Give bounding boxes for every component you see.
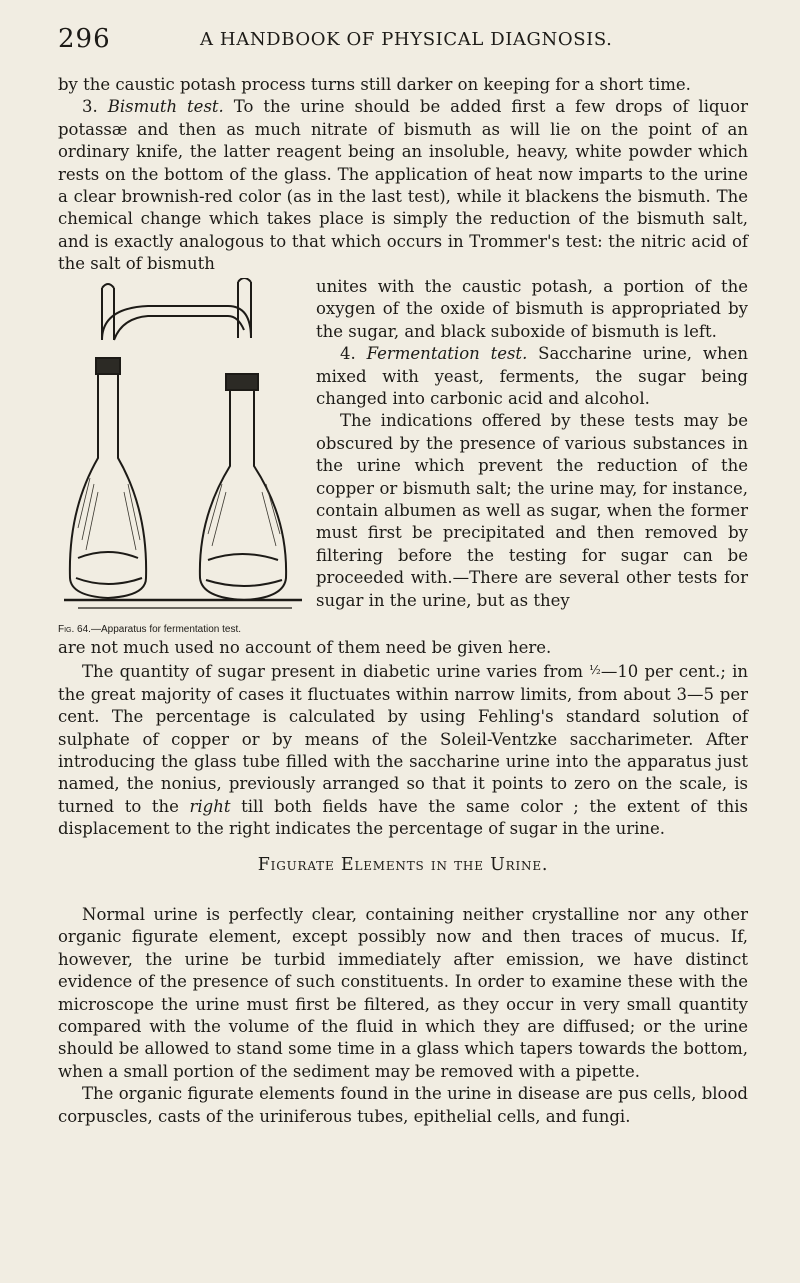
- paragraph-fermentation-test: [316, 343, 748, 410]
- fermentation-apparatus-illustration: [58, 278, 310, 622]
- figure-caption-text: —Apparatus for fermentation test.: [90, 624, 242, 635]
- item-number: 4.: [340, 344, 356, 364]
- paragraph-1: by the caustic potash process turns still darker on keeping for a short time.: [58, 75, 691, 94]
- page-number: 296: [58, 24, 111, 54]
- text-block-top: [58, 74, 748, 276]
- figure-label: Fig. 64.: [58, 624, 91, 635]
- bismuth-test-text: To the urine should be added first a few drops of liquor potassæ and then as much nitrate of bismuth as will lie on the point of an ordinary knife, the latter reagent being an insoluble, heavy, white powder which rests on the bottom of the glass. The application of heat now imparts to the urine a clear brownish-red color (as in the last test), while it blackens the bismuth. The chemical change which takes place is simply the reduction of the bismuth salt, and is exactly analogous to that which occurs in Trommer's test: the nitric acid of the salt of bismuth: [58, 97, 748, 274]
- italic-right: right: [189, 796, 231, 816]
- indications-continued: are not much used no account of them need be given here.: [58, 638, 552, 657]
- paragraph-normal-urine: Normal urine is perfectly clear, containing neither crystalline nor any other organic figurate element, except possibly now and then traces of mucus. If, however, the urine be turbid immediately after emission, we have distinct evidence of the presence of such constituents. In order to examine these with the microscope the urine must first be filtered, as they occur in very small quantity compared with the volume of the fluid in which they are diffused; or the urine should be allowed to stand some time in a glass which tapers towards the bottom, when a small portion of the sediment may be removed with a pipette.: [58, 905, 748, 1081]
- section-heading: Figurate Elements in the Urine.: [257, 855, 549, 875]
- fermentation-test-title: Fermentation test.: [366, 344, 528, 364]
- paragraph-bismuth-test: [58, 96, 748, 275]
- wrapped-column: [316, 276, 748, 612]
- page-header: [58, 24, 748, 56]
- bismuth-test-continued: unites with the caustic potash, a portion of the oxygen of the oxide of bismuth is appropriated by the sugar, and black suboxide of bismuth is left.: [316, 277, 748, 341]
- sugar-quantity-text-start: The quantity of sugar present in diabetic urine varies from: [82, 662, 583, 682]
- bismuth-test-title: Bismuth test.: [107, 97, 224, 117]
- running-title: A HANDBOOK OF PHYSICAL DIAGNOSIS.: [200, 29, 613, 50]
- text-block-bottom: [58, 904, 748, 1128]
- sugar-quantity-text-middle: —10 per cent.; in the great majority of cases it fluctuates within narrow limits, from about 3—5 per cent. The percentage is calculated by using Fehling's standard solution of sulphate of copper or by means of the Soleil-Ventzke saccharimeter. After introducing the glass tube filled with the saccharine urine into the apparatus just named, the nonius, previously arranged so that it points to zero on the scale, is turned to the: [58, 662, 749, 816]
- paragraph-organic-elements: The organic figurate elements found in the urine in disease are pus cells, blood corpuscles, casts of the uriniferous tubes, epithelial cells, and fungi.: [58, 1084, 748, 1126]
- text-block-middle: [58, 637, 748, 841]
- fermentation-test-text: Saccharine urine, when mixed with yeast, ferments, the sugar being changed into carbonic acid and alcohol.: [316, 344, 748, 409]
- fermentation-apparatus-figure: [58, 278, 310, 622]
- figure-caption: [58, 623, 318, 636]
- item-number: 3.: [82, 97, 98, 117]
- sugar-quantity-text-end: till both fields have the same color ; the extent of this displacement to the right indicates the percentage of sugar in the urine.: [58, 796, 748, 839]
- paragraph-sugar-quantity: [58, 659, 748, 840]
- paragraph-indications: The indications offered by these tests may be obscured by the presence of various substances in the urine which prevent the reduction of the copper or bismuth salt; the urine may, for instance, contain albumen as well as sugar, when the former must first be precipitated and then removed by filtering before the testing for sugar can be proceeded with.—There are several other tests for sugar in the urine, but as they: [316, 411, 748, 610]
- fraction-half: ½: [589, 663, 601, 678]
